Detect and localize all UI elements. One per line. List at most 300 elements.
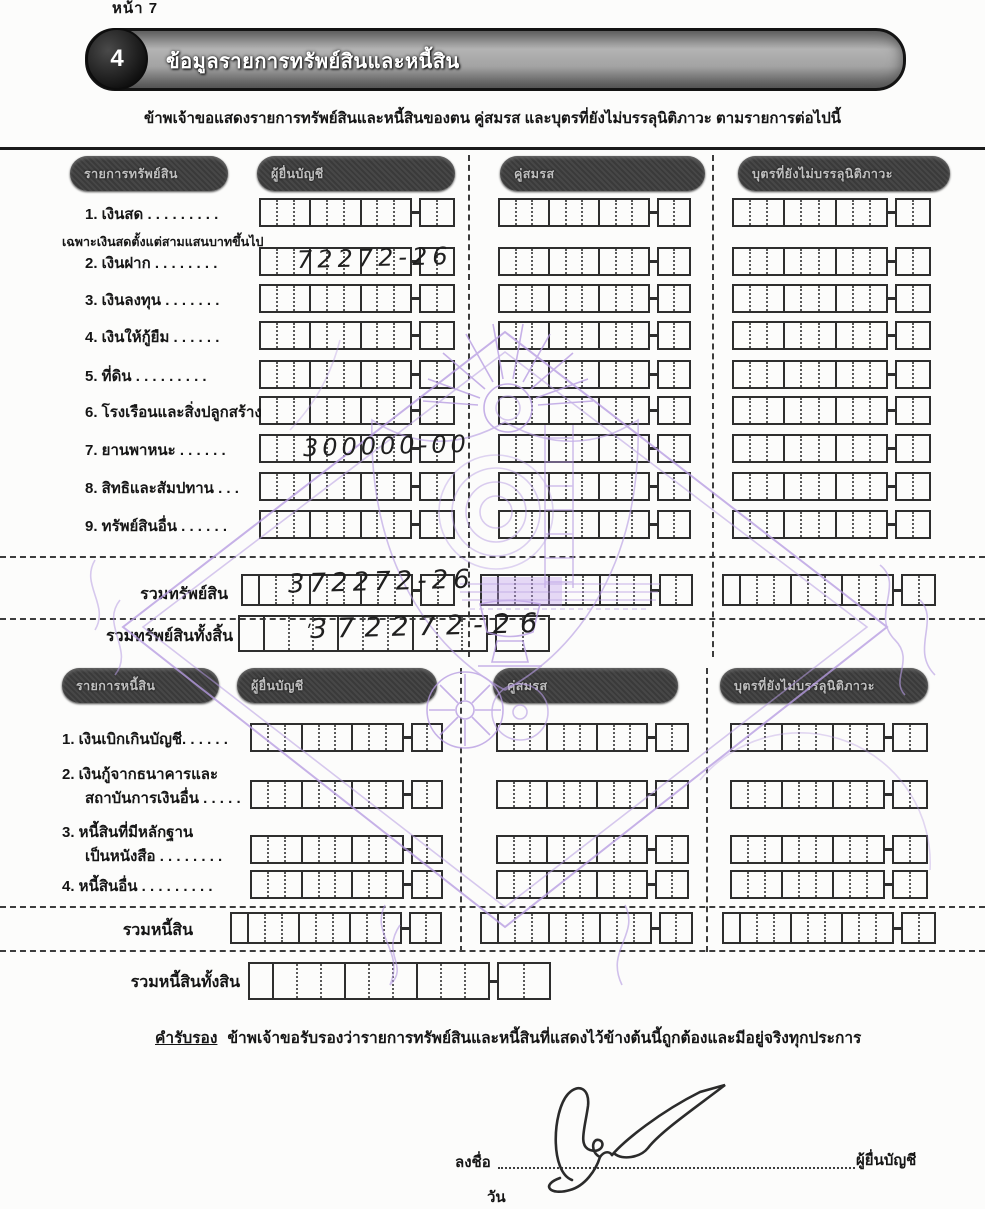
field-asset8-declarant[interactable] (259, 472, 455, 501)
digit-cell (309, 398, 326, 423)
digit-cell (360, 200, 377, 225)
digit-cell (565, 286, 582, 311)
field-asset9-spouse[interactable] (498, 510, 691, 539)
digit-cell (598, 200, 615, 225)
field-connector (648, 848, 655, 851)
digit-cell (764, 837, 781, 862)
liability-row-label: เป็นหนังสือ . . . . . . . . (85, 848, 223, 865)
digit-cell (756, 914, 773, 942)
digit-cell (263, 617, 288, 650)
digit-cell (498, 725, 513, 750)
field-connector (885, 848, 892, 851)
digit-cell (385, 837, 402, 862)
digit-cell (783, 323, 800, 348)
field-liability1-declarant[interactable] (250, 723, 443, 752)
digit-cell (657, 782, 671, 807)
digit-cell (598, 323, 615, 348)
digit-cell (436, 323, 453, 348)
digit-cell (800, 474, 817, 499)
asset-row-label: 7. ยานพาหนะ . . . . . . (85, 442, 226, 459)
digit-cell (732, 837, 747, 862)
digit-cell (852, 512, 869, 537)
digit-cell (276, 436, 293, 461)
digit-cell (581, 200, 598, 225)
digit-cell (673, 436, 689, 461)
digit-cell (869, 200, 886, 225)
digit-cell (232, 914, 247, 942)
digit-cell (344, 964, 368, 998)
digit-cell (500, 286, 515, 311)
field-asset6-declarant[interactable] (259, 396, 455, 425)
digit-cell (631, 436, 648, 461)
digit-cell (909, 782, 926, 807)
asset-items-header-pill: รายการทรัพย์สิน (70, 156, 228, 191)
field-liability1-spouse[interactable] (496, 723, 689, 752)
digit-cell (912, 286, 929, 311)
field-total-liabilities-spouse[interactable] (480, 912, 693, 944)
digit-cell (393, 474, 410, 499)
field-liability4-declarant[interactable] (250, 870, 443, 899)
digit-cell (334, 872, 351, 897)
field-total-assets-children[interactable] (722, 574, 936, 606)
digit-cell (548, 398, 565, 423)
asset-row-label: 9. ทรัพย์สินอื่น . . . . . . (85, 518, 227, 535)
digit-cell (869, 512, 886, 537)
field-asset6-children[interactable] (732, 396, 931, 425)
digit-cell (766, 512, 783, 537)
digit-cell (309, 512, 326, 537)
field-connector (650, 485, 657, 488)
digit-cell (869, 286, 886, 311)
digit-cell (351, 837, 368, 862)
digit-cell (912, 323, 929, 348)
field-connector (650, 211, 657, 214)
digit-cell (298, 914, 315, 942)
digit-cell (673, 474, 689, 499)
field-asset3-spouse[interactable] (498, 284, 691, 313)
digit-cell (673, 362, 689, 387)
digit-cell (421, 200, 436, 225)
digit-cell (596, 872, 613, 897)
digit-cell (739, 914, 756, 942)
field-asset1-spouse[interactable] (498, 198, 691, 227)
digit-cell (436, 512, 453, 537)
field-connector (650, 447, 657, 450)
field-liability3-spouse[interactable] (496, 835, 689, 864)
digit-cell (565, 398, 582, 423)
digit-cell (835, 286, 852, 311)
digit-cell (548, 200, 565, 225)
section-title: ข้อมูลรายการทรัพย์สินและหนี้สิน (166, 51, 460, 73)
field-liability2-declarant[interactable] (250, 780, 443, 809)
satang-box (895, 472, 931, 501)
satang-box (901, 574, 936, 606)
digit-cell (832, 725, 849, 750)
digit-cell (732, 872, 747, 897)
field-liability1-children[interactable] (730, 723, 928, 752)
digit-cell (734, 200, 749, 225)
field-asset2-spouse[interactable] (498, 247, 691, 276)
satang-box (657, 472, 691, 501)
intro-statement: ข้าพเจ้าขอแสดงรายการทรัพย์สินและหนี้สินของตน คู่สมรส และบุตรที่ยังไม่บรรลุนิติภาวะ ตามรายการต่อไปนี้ (144, 110, 841, 127)
field-total-liabilities-children[interactable] (722, 912, 936, 944)
digit-cell (425, 914, 441, 942)
digit-cell (783, 436, 800, 461)
spouse-header-pill: คู่สมรส (500, 156, 705, 191)
digit-cell (581, 286, 598, 311)
digit-cell (773, 914, 790, 942)
digit-cell (293, 200, 310, 225)
satang-box (895, 510, 931, 539)
digit-cell (869, 249, 886, 274)
signature-line[interactable] (498, 1147, 855, 1169)
digit-cell (912, 512, 929, 537)
field-liability2-children[interactable] (730, 780, 928, 809)
digit-cell (250, 964, 272, 998)
digit-cell (565, 200, 582, 225)
digit-cell (579, 725, 596, 750)
satang-box (419, 360, 455, 389)
digit-cell (581, 362, 598, 387)
digit-cell (515, 362, 532, 387)
digit-cell (613, 782, 630, 807)
satang-box (895, 198, 931, 227)
satang-box (892, 870, 928, 899)
digit-cell (548, 286, 565, 311)
digit-cell (565, 474, 582, 499)
digit-cell (385, 782, 402, 807)
digit-cell (261, 436, 276, 461)
digit-cell (258, 576, 275, 604)
digit-cell (581, 436, 598, 461)
digit-cell (376, 200, 393, 225)
digit-cell (293, 512, 310, 537)
digit-cell (421, 323, 436, 348)
field-connector (888, 211, 895, 214)
digit-cell (869, 323, 886, 348)
digit-cell (781, 782, 798, 807)
digit-cell (284, 725, 301, 750)
digit-cell (515, 474, 532, 499)
field-asset8-children[interactable] (732, 472, 931, 501)
digit-cell (579, 782, 596, 807)
digit-cell (498, 837, 513, 862)
digit-cell (598, 474, 615, 499)
column-separator (460, 668, 462, 952)
digit-cell (869, 436, 886, 461)
field-asset4-declarant[interactable] (259, 321, 455, 350)
digit-cell (912, 362, 929, 387)
digit-cell (790, 576, 807, 604)
grand-total-liabilities-label: รวมหนี้สินทั้งสิน (130, 974, 240, 991)
digit-cell (818, 323, 835, 348)
digit-cell (835, 200, 852, 225)
digit-cell (318, 782, 335, 807)
field-grand-total-liabilities[interactable] (248, 962, 551, 1000)
digit-cell (732, 725, 747, 750)
digit-cell (548, 362, 565, 387)
digit-cell (631, 512, 648, 537)
field-total-liabilities-declarant[interactable] (230, 912, 442, 944)
field-connector (888, 373, 895, 376)
asset-row-label: 6. โรงเรือนและสิ่งปลูกสร้าง (85, 404, 262, 421)
digit-cell (615, 249, 632, 274)
digit-cell (629, 782, 646, 807)
digit-cell (616, 576, 633, 604)
field-connector (412, 211, 419, 214)
satang-box (419, 396, 455, 425)
digit-cell (315, 914, 332, 942)
digit-cell (875, 914, 892, 942)
digit-cell (513, 872, 530, 897)
field-asset3-children[interactable] (732, 284, 931, 313)
digit-cell (798, 872, 815, 897)
digit-cell (903, 576, 918, 604)
field-total-assets-spouse[interactable] (480, 574, 693, 606)
field-connector (650, 409, 657, 412)
digit-cell (659, 249, 673, 274)
satang-box (657, 396, 691, 425)
satang-box (657, 510, 691, 539)
digit-cell (529, 725, 546, 750)
digit-cell (531, 286, 548, 311)
digit-cell (835, 436, 852, 461)
digit-cell (320, 964, 344, 998)
digit-cell (673, 398, 689, 423)
digit-cell (852, 436, 869, 461)
digit-cell (675, 914, 691, 942)
digit-cell (671, 725, 687, 750)
digit-cell (548, 474, 565, 499)
digit-cell (318, 725, 335, 750)
digit-cell (531, 249, 548, 274)
certification-text: ข้าพเจ้าขอรับรองว่ารายการทรัพย์สินและหนี้สินที่แสดงไว้ข้างต้นนี้ถูกต้องและมีอยู่จริงทุกประการ (227, 1030, 862, 1047)
digit-cell (261, 200, 276, 225)
grand-total-assets-label: รวมทรัพย์สินทั้งสิ้น (106, 628, 233, 645)
digit-cell (393, 398, 410, 423)
digit-cell (326, 323, 343, 348)
digit-cell (392, 964, 416, 998)
digit-cell (818, 200, 835, 225)
satang-box (895, 321, 931, 350)
digit-cell (343, 200, 360, 225)
satang-box (409, 912, 442, 944)
digit-cell (815, 837, 832, 862)
digit-cell (657, 725, 671, 750)
field-asset5-spouse[interactable] (498, 360, 691, 389)
field-asset1-children[interactable] (732, 198, 931, 227)
digit-cell (293, 398, 310, 423)
digit-cell (500, 249, 515, 274)
satang-box (892, 835, 928, 864)
digit-cell (497, 576, 514, 604)
digit-cell (739, 576, 756, 604)
digit-cell (869, 398, 886, 423)
digit-cell (309, 286, 326, 311)
certification-heading: คำรับรอง (155, 1030, 218, 1047)
digit-cell (334, 725, 351, 750)
digit-cell (764, 872, 781, 897)
satang-box (895, 396, 931, 425)
field-asset5-children[interactable] (732, 360, 931, 389)
field-connector (885, 793, 892, 796)
liability-row-label: 3. หนี้สินที่มีหลักฐาน (62, 824, 194, 841)
digit-cell (426, 725, 441, 750)
digit-cell (531, 436, 548, 461)
digit-cell (276, 362, 293, 387)
field-asset9-declarant[interactable] (259, 510, 455, 539)
satang-box (657, 284, 691, 313)
digit-cell (440, 964, 464, 998)
field-liability3-children[interactable] (730, 835, 928, 864)
digit-cell (897, 398, 912, 423)
field-connector (490, 980, 497, 983)
digit-cell (849, 872, 866, 897)
digit-cell (894, 782, 909, 807)
digit-cell (659, 362, 673, 387)
satang-box (657, 247, 691, 276)
field-liability4-spouse[interactable] (496, 870, 689, 899)
digit-cell (413, 837, 426, 862)
digit-cell (426, 837, 441, 862)
field-liability4-children[interactable] (730, 870, 928, 899)
digit-cell (343, 362, 360, 387)
digit-cell (393, 323, 410, 348)
asset-row-label: 1. เงินสด . . . . . . . . . (85, 206, 219, 223)
asset-row-label: 5. ที่ดิน . . . . . . . . . (85, 368, 207, 385)
digit-cell (800, 362, 817, 387)
digit-cell (673, 512, 689, 537)
digit-cell (613, 837, 630, 862)
field-connector (652, 589, 659, 592)
digit-cell (747, 782, 764, 807)
digit-cell (849, 725, 866, 750)
digit-cell (563, 782, 580, 807)
digit-cell (783, 249, 800, 274)
digit-cell (500, 512, 515, 537)
digit-cell (326, 398, 343, 423)
digit-cell (563, 872, 580, 897)
digit-cell (909, 725, 926, 750)
asset-row-label: 8. สิทธิและสัมปทาน . . . (85, 480, 239, 497)
field-connector (894, 927, 901, 930)
digit-cell (515, 323, 532, 348)
field-asset2-children[interactable] (732, 247, 931, 276)
digit-cell (301, 782, 318, 807)
digit-cell (897, 323, 912, 348)
digit-cell (426, 872, 441, 897)
digit-cell (599, 576, 616, 604)
digit-cell (615, 436, 632, 461)
field-asset7-spouse[interactable] (498, 434, 691, 463)
digit-cell (631, 323, 648, 348)
digit-cell (376, 362, 393, 387)
certification-line (155, 1025, 861, 1050)
field-asset7-children[interactable] (732, 434, 931, 463)
digit-cell (897, 249, 912, 274)
field-liability3-declarant[interactable] (250, 835, 443, 864)
digit-cell (393, 200, 410, 225)
digit-cell (529, 782, 546, 807)
liability-row-label: 4. หนี้สินอื่น . . . . . . . . . (62, 878, 213, 895)
liability-row-label: 1. เงินเบิกเกินบัญชี. . . . . . (62, 731, 228, 748)
digit-cell (783, 200, 800, 225)
digit-cell (548, 436, 565, 461)
digit-cell (326, 474, 343, 499)
satang-box (657, 434, 691, 463)
digit-cell (909, 872, 926, 897)
digit-cell (629, 837, 646, 862)
digit-cell (264, 914, 281, 942)
digit-cell (807, 914, 824, 942)
digit-cell (790, 914, 807, 942)
field-asset3-declarant[interactable] (259, 284, 455, 313)
digit-cell (343, 323, 360, 348)
digit-cell (866, 782, 883, 807)
field-connector (650, 334, 657, 337)
digit-cell (818, 362, 835, 387)
digit-cell (565, 576, 582, 604)
digit-cell (360, 362, 377, 387)
digit-cell (631, 362, 648, 387)
digit-cell (376, 286, 393, 311)
digit-cell (800, 249, 817, 274)
digit-cell (581, 398, 598, 423)
digit-cell (749, 200, 766, 225)
digit-cell (343, 398, 360, 423)
satang-box (411, 870, 443, 899)
digit-cell (749, 362, 766, 387)
field-liability2-spouse[interactable] (496, 780, 689, 809)
digit-cell (629, 872, 646, 897)
digit-cell (413, 725, 426, 750)
digit-cell (563, 725, 580, 750)
digit-cell (631, 286, 648, 311)
digit-cell (897, 512, 912, 537)
field-asset4-children[interactable] (732, 321, 931, 350)
digit-cell (909, 837, 926, 862)
field-connector (412, 297, 419, 300)
digit-cell (781, 725, 798, 750)
field-asset5-declarant[interactable] (259, 360, 455, 389)
digit-cell (659, 398, 673, 423)
declarant-header-pill: ผู้ยื่นบัญชี (237, 668, 437, 703)
field-asset4-spouse[interactable] (498, 321, 691, 350)
digit-cell (436, 398, 453, 423)
field-connector (404, 848, 411, 851)
digit-cell (531, 474, 548, 499)
field-asset6-spouse[interactable] (498, 396, 691, 425)
digit-cell (832, 872, 849, 897)
digit-cell (368, 964, 392, 998)
digit-cell (766, 398, 783, 423)
digit-cell (783, 474, 800, 499)
digit-cell (515, 512, 532, 537)
digit-cell (783, 512, 800, 537)
satang-box (419, 198, 455, 227)
digit-cell (852, 474, 869, 499)
digit-cell (579, 872, 596, 897)
satang-box (419, 321, 455, 350)
field-connector (888, 297, 895, 300)
satang-box (657, 321, 691, 350)
digit-cell (832, 837, 849, 862)
field-asset1-declarant[interactable] (259, 198, 455, 227)
field-asset9-children[interactable] (732, 510, 931, 539)
field-asset8-spouse[interactable] (498, 472, 691, 501)
digit-cell (261, 286, 276, 311)
digit-cell (413, 872, 426, 897)
